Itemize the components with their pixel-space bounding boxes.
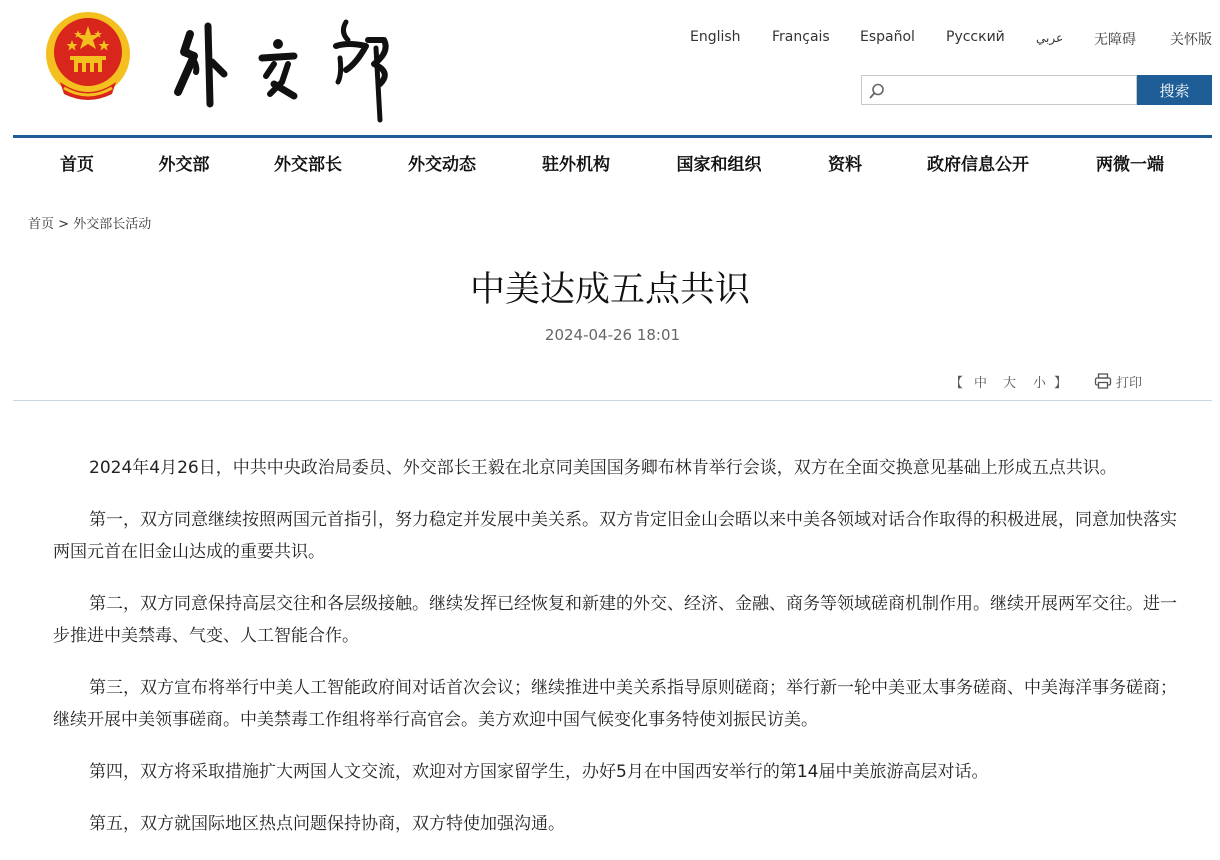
breadcrumb-separator: > bbox=[58, 217, 70, 232]
breadcrumb bbox=[28, 213, 151, 232]
calligraphy-logo-icon bbox=[170, 12, 410, 124]
national-emblem-icon bbox=[44, 10, 132, 102]
article-paragraph: 第二，双方同意保持高层交往和各层级接触。继续发挥已经恢复和新建的外交、经济、金融、商务等领域磋商机制作用。继续开展两军交往。进一步推进中美禁毒、气变、人工智能合作。 bbox=[53, 594, 1177, 646]
nav-item-gov-info[interactable]: 政府信息公开 bbox=[927, 155, 1029, 175]
header-divider bbox=[13, 135, 1212, 138]
font-size-small-button[interactable]: 小 bbox=[1033, 376, 1047, 391]
accessibility-link[interactable]: 无障碍 bbox=[1094, 32, 1136, 48]
font-size-medium-button[interactable]: 大 bbox=[1003, 376, 1017, 391]
font-size-large-button[interactable]: 中 bbox=[974, 376, 988, 391]
nav-item-countries-organizations[interactable]: 国家和组织 bbox=[676, 155, 762, 175]
nav-item-home[interactable]: 首页 bbox=[60, 155, 94, 175]
search-button[interactable]: 搜索 bbox=[1137, 75, 1212, 105]
search-box bbox=[861, 75, 1137, 105]
site-logo[interactable] bbox=[170, 12, 410, 124]
article-paragraph: 第三，双方宣布将举行中美人工智能政府间对话首次会议；继续推进中美关系指导原则磋商；举行新一轮中美亚太事务磋商、中美海洋事务磋商；继续开展中美领事磋商。中美禁毒工作组将举行高官会。美方欢迎中国气候变化事务特使刘振民访美。 bbox=[53, 678, 1177, 730]
nav-item-minister[interactable]: 外交部长 bbox=[274, 155, 342, 175]
font-size-open-bracket: 【 bbox=[950, 376, 964, 391]
lang-russian-link[interactable]: Русский bbox=[946, 29, 1005, 45]
lang-english-link[interactable]: English bbox=[690, 29, 741, 45]
article-paragraph: 第五，双方就国际地区热点问题保持协商，双方特使加强沟通。 bbox=[89, 814, 565, 834]
elder-care-link[interactable]: 关怀版 bbox=[1170, 32, 1212, 48]
nav-item-missions-abroad[interactable]: 驻外机构 bbox=[542, 155, 610, 175]
print-button[interactable]: 打印 bbox=[1116, 376, 1143, 391]
article-date: 2024-04-26 18:01 bbox=[544, 326, 681, 344]
nav-item-social-media[interactable]: 两微一端 bbox=[1096, 155, 1164, 175]
printer-icon[interactable] bbox=[1094, 373, 1112, 389]
font-size-close-bracket: 】 bbox=[1054, 376, 1068, 391]
breadcrumb-home-link[interactable]: 首页 bbox=[28, 217, 55, 232]
search-icon bbox=[868, 82, 886, 100]
lang-arabic-link[interactable]: عربي bbox=[1036, 31, 1064, 45]
breadcrumb-current-link[interactable]: 外交部长活动 bbox=[73, 217, 152, 232]
article-body bbox=[53, 452, 1178, 860]
article-paragraph: 第一，双方同意继续按照两国元首指引，努力稳定并发展中美关系。双方肯定旧金山会晤以来中美各领域对话合作取得的积极进展，同意加快落实两国元首在旧金山达成的重要共识。 bbox=[53, 510, 1177, 562]
article-paragraph: 第四，双方将采取措施扩大两国人文交流，欢迎对方国家留学生，办好5月在中国西安举行的第14届中美旅游高层对话。 bbox=[89, 762, 989, 782]
lang-french-link[interactable]: Français bbox=[772, 29, 830, 45]
article-paragraph: 2024年4月26日，中共中央政治局委员、外交部长王毅在北京同美国国务卿布林肯举行会谈，双方在全面交换意见基础上形成五点共识。 bbox=[89, 458, 1117, 478]
nav-item-diplomatic-news[interactable]: 外交动态 bbox=[408, 155, 476, 175]
content-divider bbox=[13, 400, 1212, 401]
language-bar bbox=[680, 29, 1220, 49]
article-title: 中美达成五点共识 bbox=[469, 270, 750, 310]
national-emblem-logo[interactable] bbox=[44, 10, 132, 102]
lang-spanish-link[interactable]: Español bbox=[860, 29, 915, 45]
nav-item-ministry[interactable]: 外交部 bbox=[158, 155, 210, 175]
main-nav bbox=[0, 150, 1220, 180]
nav-item-resources[interactable]: 资料 bbox=[828, 155, 862, 175]
search-input[interactable] bbox=[890, 78, 1134, 104]
